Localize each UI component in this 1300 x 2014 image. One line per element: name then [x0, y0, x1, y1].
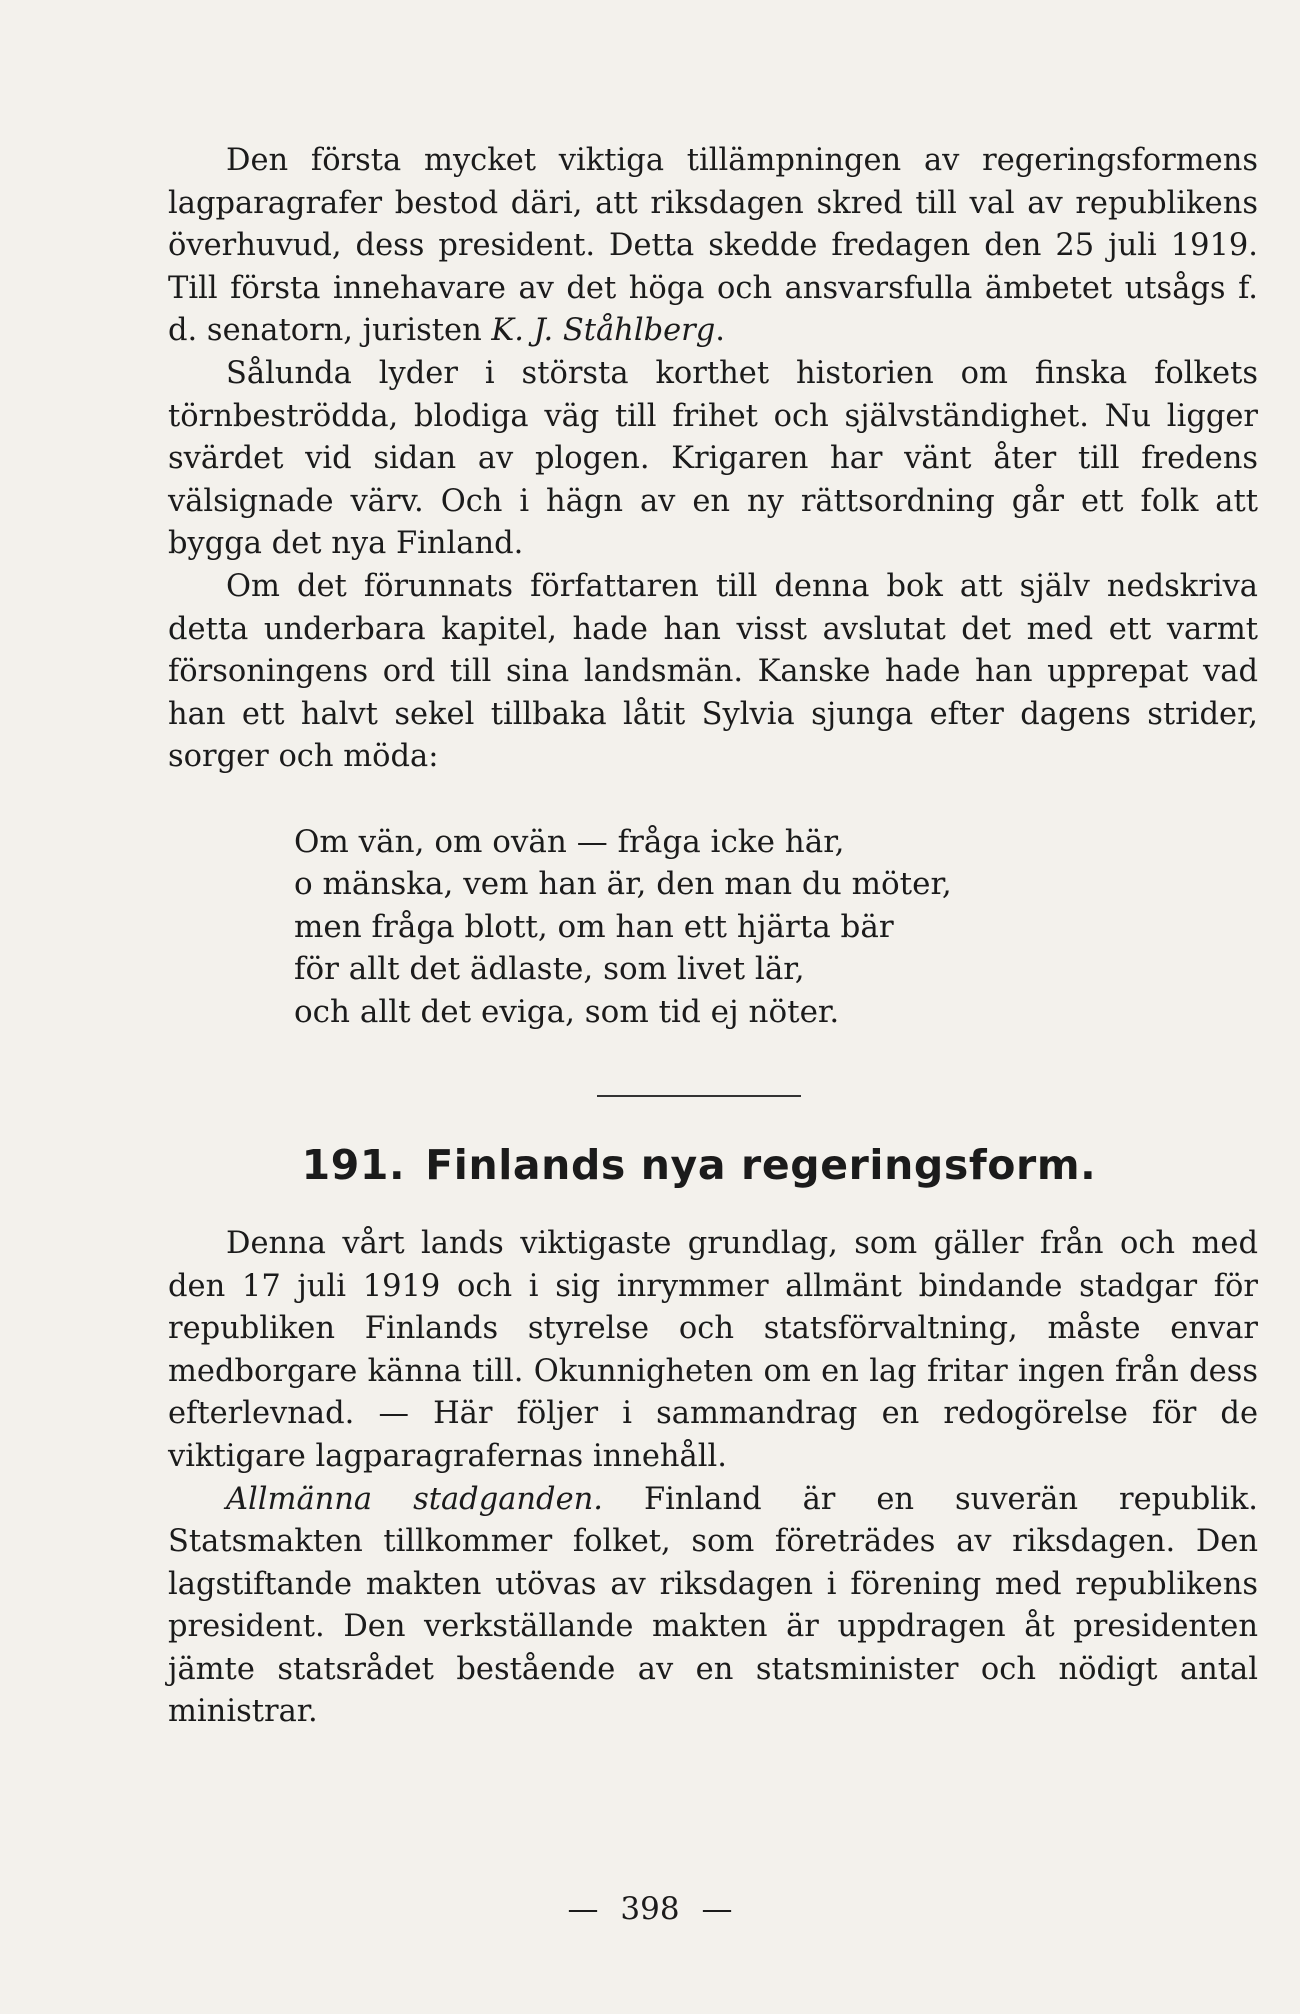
footer-dash-right: — [701, 1891, 733, 1927]
poem-line: för allt det ädlaste, som livet lär, [294, 951, 805, 988]
footer-dash-left: — [567, 1891, 599, 1927]
paragraph-author-note [168, 566, 1258, 779]
paragraph-text: Finland är en suverän republik. Statsmakten tillkommer folket, som företrädes av riksdagen. Den lagstiftande makten utövas av riksdagen i förening med republikens president. Den verkställande makten är uppdragen åt presidenten jämte statsrådet bestående av en statsminister och nödigt antal ministrar. [168, 1481, 1259, 1730]
poem-line: och allt det eviga, som tid ej nöter. [294, 993, 840, 1030]
paragraph-text: Om det förunnats författaren till denna bok att själv nedskriva detta underbara kapitel, hade han visst avslutat det med ett varmt försoningens ord till sina landsmän. Kanske hade han upprepat vad han ett halvt sekel tillbaka låtit Sylvia sjunga efter dagens strider, sorger och möda: [168, 568, 1258, 775]
section-heading [154, 1137, 1244, 1193]
paragraph-constitution-intro [168, 1223, 1258, 1479]
poem-stanza [294, 821, 1258, 1033]
page-body [168, 140, 1258, 1734]
paragraph-tail: . [715, 313, 725, 349]
paragraph-history-summary [168, 353, 1258, 566]
paragraph-presidential-election [168, 140, 1258, 353]
poem-line: o mänska, vem han är, den man du möter, [294, 866, 952, 903]
section-number: 191. [301, 1140, 406, 1189]
section-divider [597, 1095, 801, 1097]
paragraph-text: Denna vårt lands viktigaste grundlag, som gäller från och med den 17 juli 1919 och i sig inrymmer allmänt bindande stadgar för republiken Finlands styrelse och statsförvaltning, måste envar medborgare känna till. Okunnigheten om en lag fritar ingen från dess efterlevnad. — Här följer i sammandrag en redogörelse för de viktigare lagparagrafernas innehåll. [168, 1225, 1258, 1474]
poem-line: Om vän, om ovän — fråga icke här, [294, 823, 845, 860]
poem-line: men fråga blott, om han ett hjärta bär [294, 908, 894, 945]
section-body [168, 1223, 1258, 1734]
page-number: 398 [620, 1891, 680, 1927]
paragraph-text: Sålunda lyder i största korthet historien om finska folkets törnbeströdda, blodiga väg till frihet och självständighet. Nu ligger svärdet vid sidan av plogen. Krigaren har vänt åter till fredens välsignade värv. Och i hägn av en ny rättsordning går ett folk att bygga det nya Finland. [168, 355, 1258, 562]
paragraph-general-provisions [168, 1479, 1258, 1735]
page-footer [0, 1887, 1300, 1931]
section-title: Finlands nya regeringsform. [425, 1140, 1097, 1189]
president-name: K. J. Ståhlberg [491, 313, 716, 349]
paragraph-text: Den första mycket viktiga tillämpningen av regeringsformens lagparagrafer bestod däri, att riksdagen skred till val av republikens överhuvud, dess president. Detta skedde fredagen den 25 juli 1919. Till första innehavare av det höga och ansvarsfulla ämbetet utsågs f. d. senatorn, juristen [168, 143, 1258, 349]
subheading-general-provisions: Allmänna stadganden. [226, 1481, 603, 1517]
